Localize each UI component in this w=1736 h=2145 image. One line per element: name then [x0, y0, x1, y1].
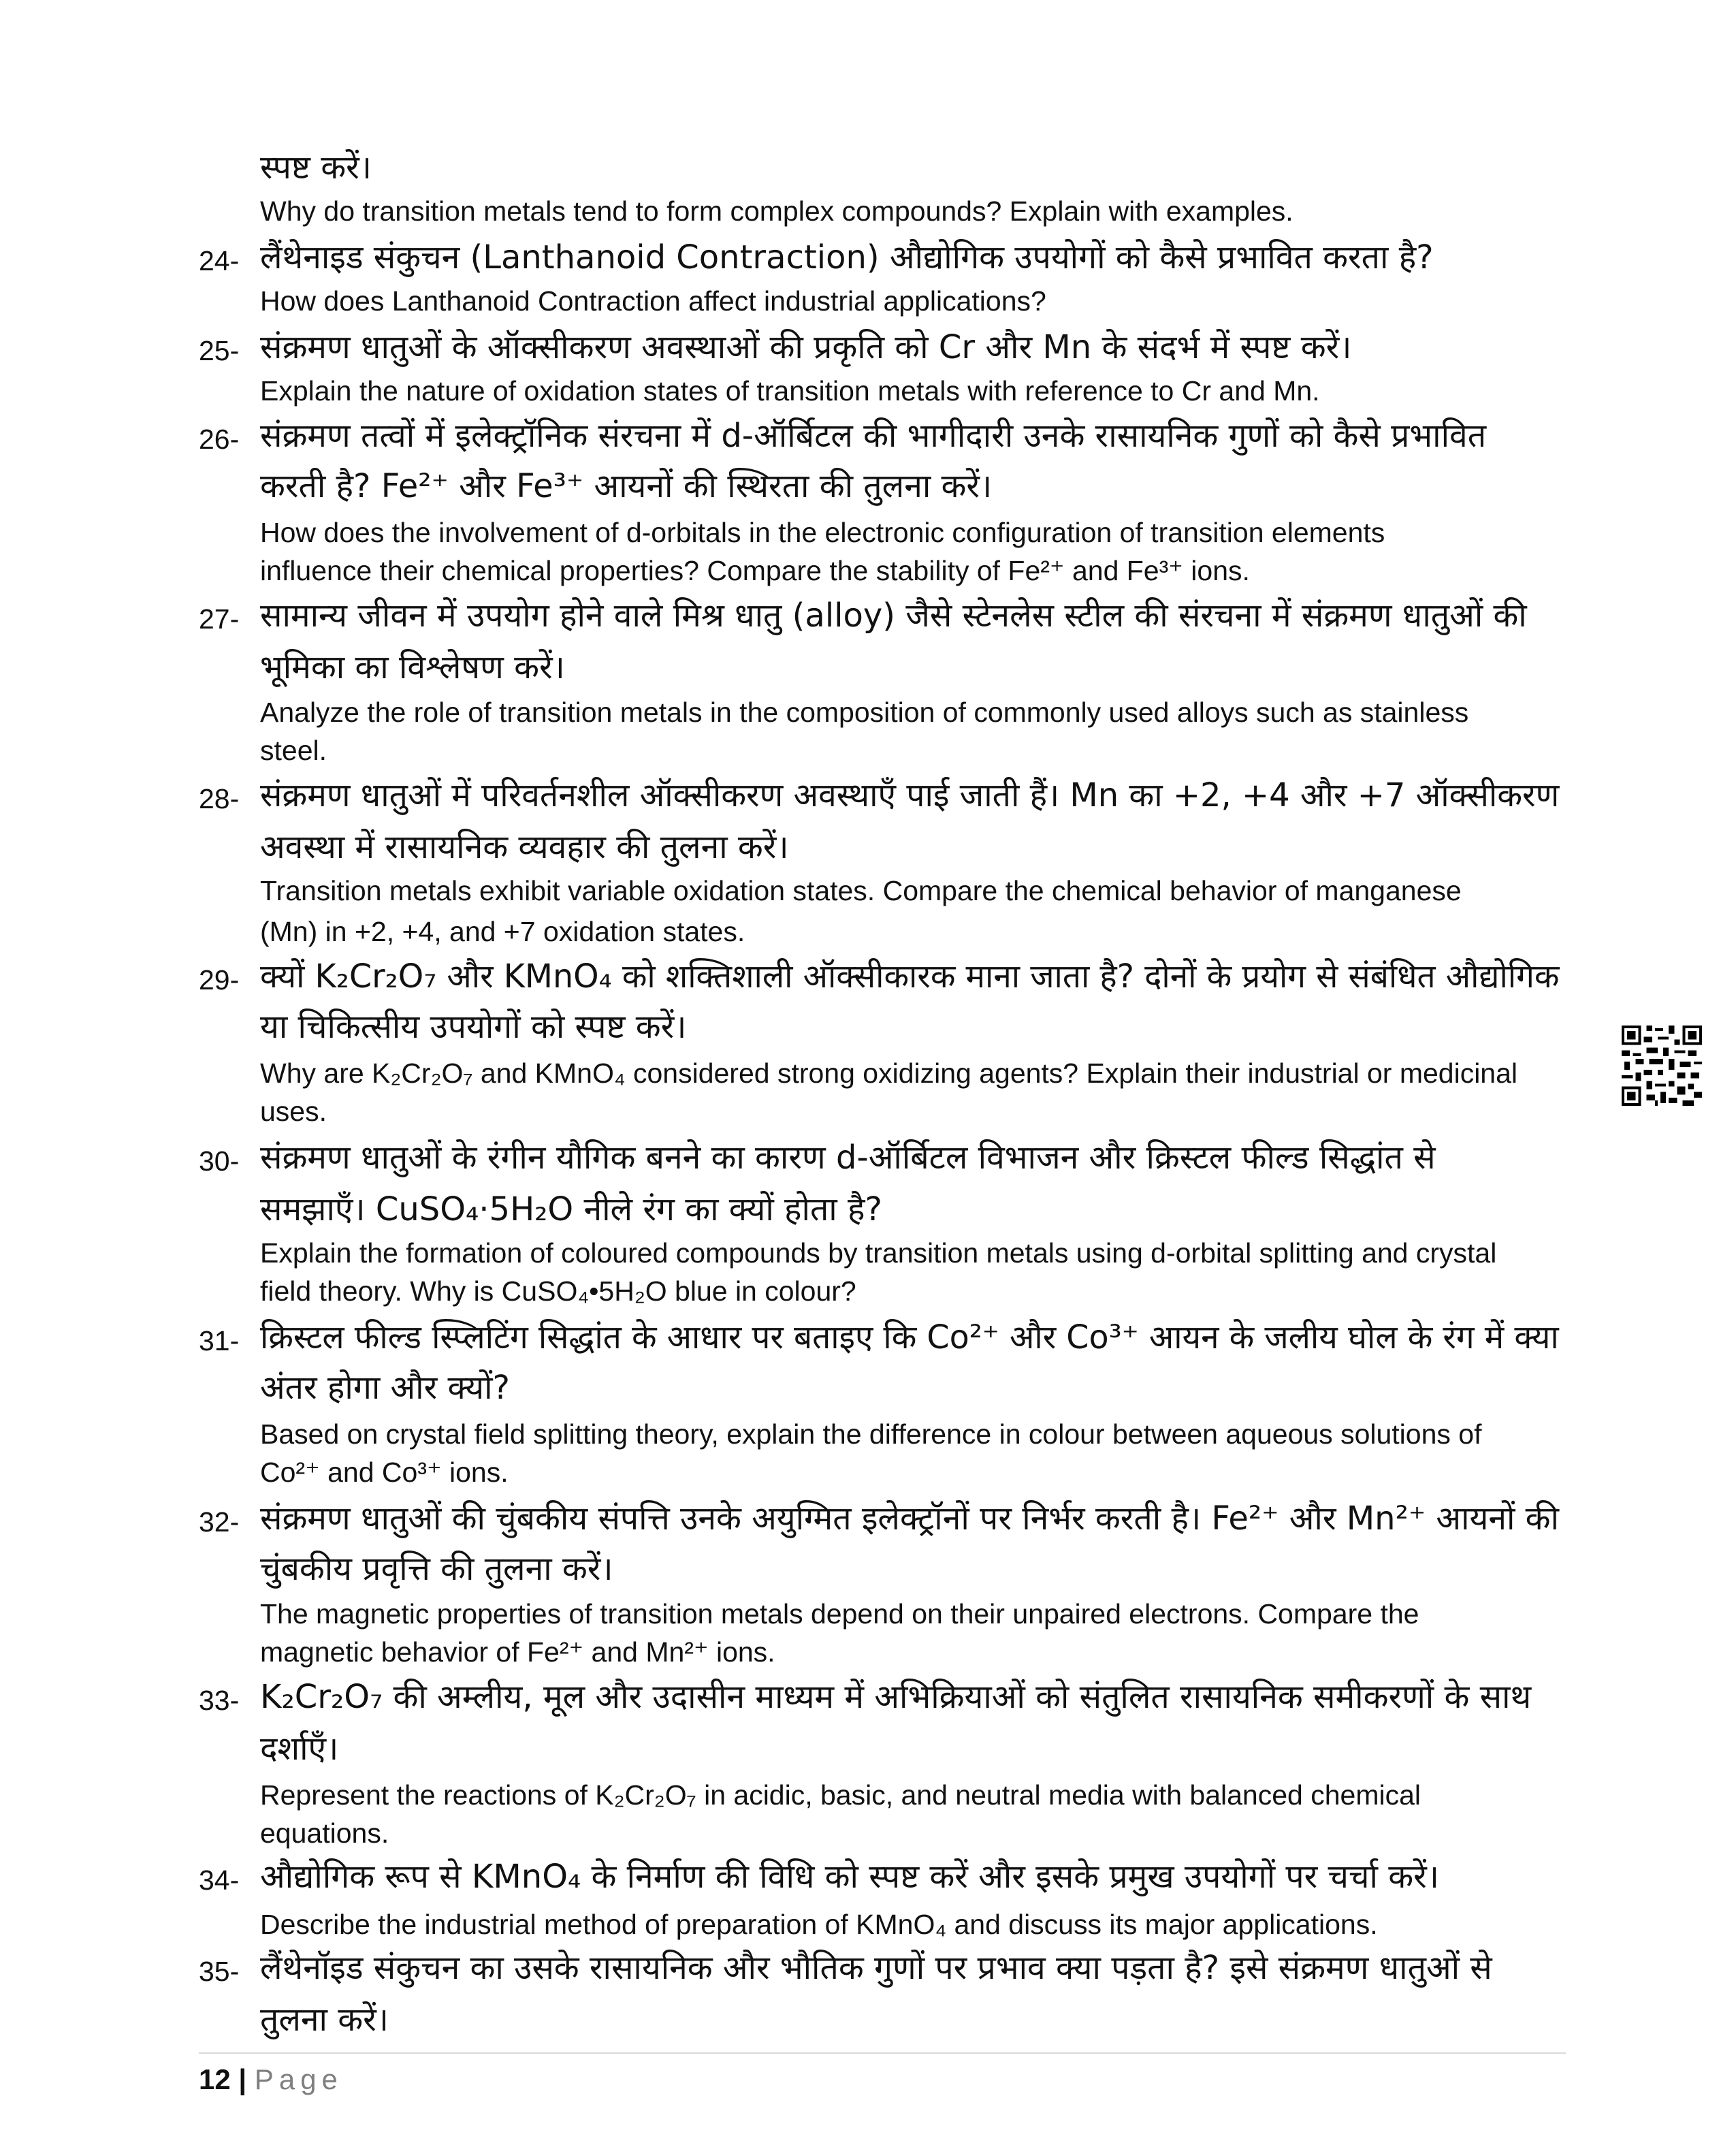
question-text-hindi: संक्रमण धातुओं में परिवर्तनशील ऑक्सीकरण अवस्थाएँ पाई जाती हैं। Mn का +2, +4 और +7 ऑक्सीकरण — [260, 776, 1560, 814]
footer-separator: | — [238, 2063, 247, 2095]
question-number: 31- — [199, 1325, 240, 1356]
question-text-english: steel. — [260, 735, 327, 766]
question-number: 27- — [199, 603, 240, 635]
question-text-english: Why are K₂Cr₂O₇ and KMnO₄ considered strong oxidizing agents? Explain their industrial or medicinal — [260, 1058, 1518, 1089]
question-text-hindi: दर्शाएँ। — [260, 1730, 339, 1768]
question-text-hindi: अवस्था में रासायनिक व्यवहार की तुलना करें। — [260, 828, 789, 866]
question-text-english: magnetic behavior of Fe²⁺ and Mn²⁺ ions. — [260, 1636, 775, 1668]
question-text-hindi: समझाएँ। CuSO₄·5H₂O नीले रंग का क्यों होता है? — [260, 1190, 882, 1228]
question-text-english: field theory. Why is CuSO₄•5H₂O blue in colour? — [260, 1275, 856, 1307]
question-text-hindi: चुंबकीय प्रवृत्ति की तुलना करें। — [260, 1550, 613, 1588]
question-text-hindi: या चिकित्सीय उपयोगों को स्पष्ट करें। — [260, 1008, 687, 1046]
question-text-english: (Mn) in +2, +4, and +7 oxidation states. — [260, 916, 745, 947]
question-text-english: The magnetic properties of transition metals depend on their unpaired electrons. Compare the — [260, 1598, 1419, 1630]
question-number: 32- — [199, 1506, 240, 1538]
question-number: 29- — [199, 964, 240, 996]
question-text-hindi: क्रिस्टल फील्ड स्प्लिटिंग सिद्धांत के आधार पर बताइए कि Co²⁺ और Co³⁺ आयन के जलीय घोल के रंग में क्या — [260, 1318, 1559, 1356]
question-text-hindi: लैंथेनॉइड संकुचन का उसके रासायनिक और भौतिक गुणों पर प्रभाव क्या पड़ता है? इसे संक्रमण धातुओं से — [260, 1949, 1492, 1987]
question-text-hindi: संक्रमण धातुओं के रंगीन यौगिक बनने का कारण d-ऑर्बिटल विभाजन और क्रिस्टल फील्ड सिद्धांत से — [260, 1139, 1436, 1177]
question-text-english: Describe the industrial method of preparation of KMnO₄ and discuss its major applications. — [260, 1909, 1378, 1940]
question-number: 28- — [199, 783, 240, 814]
question-number: 25- — [199, 335, 240, 366]
question-text-english: uses. — [260, 1096, 327, 1127]
question-text-hindi: संक्रमण तत्वों में इलेक्ट्रॉनिक संरचना में d-ऑर्बिटल की भागीदारी उनके रासायनिक गुणों को कैसे प्रभावित — [260, 417, 1487, 455]
question-text-hindi: लैंथेनाइड संकुचन (Lanthanoid Contraction) औद्योगिक उपयोगों को कैसे प्रभावित करता है? — [260, 238, 1434, 276]
page-label: Page — [254, 2063, 343, 2095]
qr-code — [1622, 1026, 1702, 1106]
question-number: 24- — [199, 245, 240, 276]
question-text-english: Transition metals exhibit variable oxidation states. Compare the chemical behavior of manganese — [260, 875, 1462, 906]
question-text-english: Co²⁺ and Co³⁺ ions. — [260, 1457, 509, 1488]
page-footer — [199, 2063, 343, 2096]
question-text-hindi: संक्रमण धातुओं के ऑक्सीकरण अवस्थाओं की प्रकृति को Cr और Mn के संदर्भ में स्पष्ट करें। — [260, 328, 1352, 366]
question-number: 35- — [199, 1956, 240, 1987]
footer-divider — [199, 2052, 1566, 2054]
question-text-english: How does the involvement of d-orbitals in the electronic configuration of transition elements — [260, 517, 1385, 548]
question-text-hindi: क्यों K₂Cr₂O₇ और KMnO₄ को शक्तिशाली ऑक्सीकारक माना जाता है? दोनों के प्रयोग से संबंधित औद्योगिक — [260, 957, 1560, 996]
question-text-english: Based on crystal field splitting theory, explain the difference in colour between aqueous solutions of — [260, 1418, 1482, 1450]
question-text-hindi: तुलना करें। — [260, 2001, 389, 2039]
question-text-english: Explain the nature of oxidation states of transition metals with reference to Cr and Mn. — [260, 375, 1320, 407]
question-text-hindi: औद्योगिक रूप से KMnO₄ के निर्माण की विधि को स्पष्ट करें और इसके प्रमुख उपयोगों पर चर्चा करें। — [260, 1858, 1439, 1896]
question-number: 26- — [199, 424, 240, 455]
page-number: 12 — [199, 2063, 231, 2095]
question-text-hindi: करती है? Fe²⁺ और Fe³⁺ आयनों की स्थिरता की तुलना करें। — [260, 467, 993, 505]
question-text-hindi: अंतर होगा और क्यों? — [260, 1369, 510, 1407]
question-text-english: Represent the reactions of K₂Cr₂O₇ in acidic, basic, and neutral media with balanced chemical — [260, 1779, 1421, 1811]
question-text-hindi: संक्रमण धातुओं की चुंबकीय संपत्ति उनके अयुग्मित इलेक्ट्रॉनों पर निर्भर करती है। Fe²⁺ और Mn²⁺ आयनों की — [260, 1499, 1559, 1538]
question-text-hindi: स्पष्ट करें। — [260, 148, 372, 187]
question-number: 34- — [199, 1864, 240, 1896]
question-number: 33- — [199, 1685, 240, 1716]
question-text-hindi: K₂Cr₂O₇ की अम्लीय, मूल और उदासीन माध्यम में अभिक्रियाओं को संतुलित रासायनिक समीकरणों के साथ — [260, 1678, 1532, 1716]
question-text-hindi: भूमिका का विश्लेषण करें। — [260, 648, 565, 686]
question-text-english: equations. — [260, 1817, 389, 1849]
question-text-hindi: सामान्य जीवन में उपयोग होने वाले मिश्र धातु (alloy) जैसे स्टेनलेस स्टील की संरचना में संक्रमण धातुओं की — [260, 597, 1527, 635]
question-text-english: influence their chemical properties? Compare the stability of Fe²⁺ and Fe³⁺ ions. — [260, 555, 1250, 586]
question-text-english: Explain the formation of coloured compounds by transition metals using d-orbital splitting and crystal — [260, 1237, 1497, 1269]
question-text-english: Analyze the role of transition metals in the composition of commonly used alloys such as stainless — [260, 697, 1469, 728]
question-text-english: Why do transition metals tend to form complex compounds? Explain with examples. — [260, 195, 1293, 227]
question-text-english: How does Lanthanoid Contraction affect industrial applications? — [260, 285, 1046, 317]
question-number: 30- — [199, 1145, 240, 1177]
